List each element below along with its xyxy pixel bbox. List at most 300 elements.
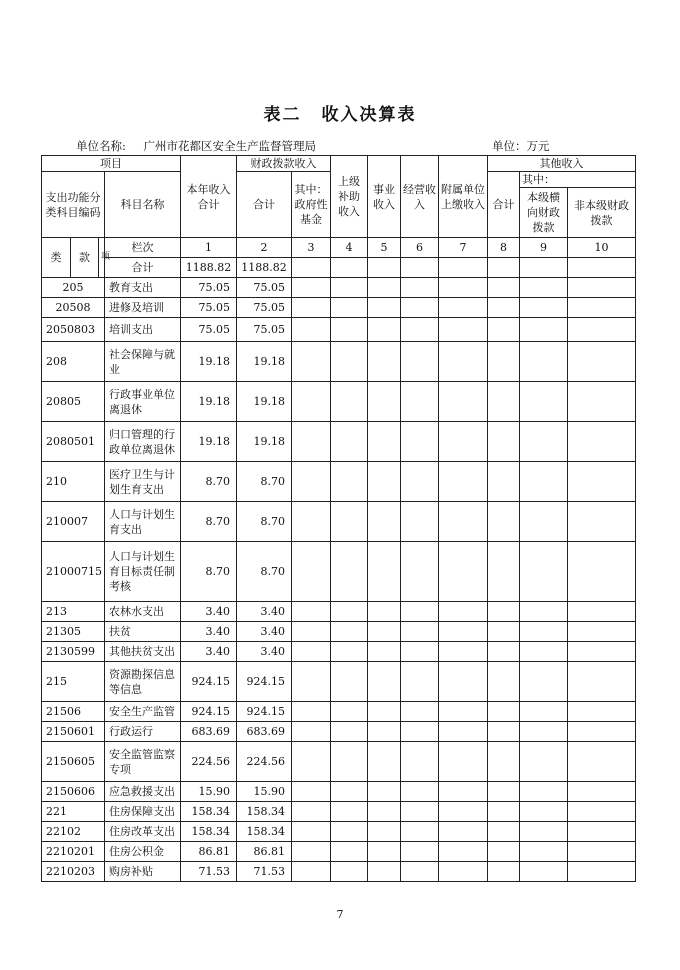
income-table (41, 155, 636, 882)
empty-cell (401, 382, 439, 422)
empty-cell (331, 462, 368, 502)
row-code: 208 (42, 342, 105, 382)
row-total: 75.05 (181, 278, 237, 298)
row-fiscal: 19.18 (237, 342, 292, 382)
grand-total-fiscal: 1188.82 (237, 258, 292, 278)
row-total: 924.15 (181, 702, 237, 722)
row-total: 19.18 (181, 422, 237, 462)
empty-cell (488, 462, 520, 502)
empty-cell (568, 342, 636, 382)
row-name: 扶贫 (105, 622, 181, 642)
empty-cell (568, 542, 636, 602)
row-code: 20508 (42, 298, 105, 318)
unit-name-line (76, 138, 316, 154)
page-title (0, 100, 680, 125)
empty-cell (439, 342, 488, 382)
table-row (42, 602, 636, 622)
row-code: 2050803 (42, 318, 105, 342)
empty-cell (488, 602, 520, 622)
table-row (42, 342, 636, 382)
row-total: 924.15 (181, 662, 237, 702)
col-num: 3 (292, 238, 331, 258)
empty-cell (368, 862, 401, 882)
unit-name-label: 单位名称: (76, 139, 126, 153)
empty-cell (568, 382, 636, 422)
empty-cell (488, 842, 520, 862)
row-total: 86.81 (181, 842, 237, 862)
header-fiscal-fund: 其中：政府性基金 (292, 172, 331, 238)
empty-cell (292, 662, 331, 702)
empty-cell (439, 278, 488, 298)
empty-cell (331, 542, 368, 602)
empty-cell (401, 722, 439, 742)
row-fiscal: 86.81 (237, 842, 292, 862)
empty-cell (401, 862, 439, 882)
row-fiscal: 8.70 (237, 542, 292, 602)
empty-cell (401, 278, 439, 298)
empty-cell (292, 422, 331, 462)
header-affiliate: 附属单位上缴收入 (439, 156, 488, 238)
empty-cell (568, 502, 636, 542)
header-same-level: 本级横向财政拨款 (520, 188, 568, 238)
row-name: 资源勘探信息等信息 (105, 662, 181, 702)
row-code: 20805 (42, 382, 105, 422)
header-total: 本年收入合计 (181, 156, 237, 238)
table-row (42, 862, 636, 882)
empty-cell (568, 842, 636, 862)
empty-cell (331, 842, 368, 862)
empty-cell (568, 662, 636, 702)
table-row (42, 822, 636, 842)
row-total: 75.05 (181, 318, 237, 342)
empty-cell (488, 742, 520, 782)
row-name: 人口与计划生育支出 (105, 502, 181, 542)
empty-cell (331, 782, 368, 802)
empty-cell (292, 742, 331, 782)
table-row (42, 702, 636, 722)
empty-cell (568, 822, 636, 842)
row-name: 培训支出 (105, 318, 181, 342)
row-fiscal: 71.53 (237, 862, 292, 882)
empty-cell (368, 702, 401, 722)
empty-cell (368, 298, 401, 318)
empty-cell (520, 722, 568, 742)
row-code: 215 (42, 662, 105, 702)
empty-cell (488, 722, 520, 742)
empty-cell (292, 278, 331, 298)
empty-cell (439, 382, 488, 422)
empty-cell (488, 298, 520, 318)
empty-cell (520, 822, 568, 842)
empty-cell (401, 782, 439, 802)
table-row (42, 742, 636, 782)
empty-cell (520, 502, 568, 542)
empty-cell (331, 502, 368, 542)
row-name: 进修及培训 (105, 298, 181, 318)
empty-cell (520, 278, 568, 298)
row-code: 21506 (42, 702, 105, 722)
empty-cell (520, 742, 568, 782)
col-num: 2 (237, 238, 292, 258)
header-xiang: 项 (99, 238, 105, 278)
empty-cell (568, 462, 636, 502)
row-total: 683.69 (181, 722, 237, 742)
empty-cell (331, 382, 368, 422)
empty-cell (368, 642, 401, 662)
empty-cell (368, 742, 401, 782)
title-prefix: 表二 (263, 105, 302, 125)
empty-cell (439, 542, 488, 602)
header-business: 经营收入 (401, 156, 439, 238)
empty-cell (401, 342, 439, 382)
empty-cell (368, 422, 401, 462)
empty-cell (401, 502, 439, 542)
grand-total-row (42, 258, 636, 278)
col-num: 8 (488, 238, 520, 258)
empty-cell (368, 318, 401, 342)
row-code: 2210201 (42, 842, 105, 862)
empty-cell (368, 542, 401, 602)
row-fiscal: 158.34 (237, 802, 292, 822)
row-fiscal: 75.05 (237, 298, 292, 318)
row-fiscal: 3.40 (237, 642, 292, 662)
empty-cell (568, 298, 636, 318)
empty-cell (488, 662, 520, 702)
row-total: 15.90 (181, 782, 237, 802)
empty-cell (439, 318, 488, 342)
row-total: 3.40 (181, 602, 237, 622)
empty-cell (520, 702, 568, 722)
row-total: 8.70 (181, 502, 237, 542)
empty-cell (331, 422, 368, 462)
empty-cell (568, 422, 636, 462)
empty-cell (568, 742, 636, 782)
empty-cell (331, 342, 368, 382)
empty-cell (292, 298, 331, 318)
empty-cell (292, 702, 331, 722)
table-row (42, 422, 636, 462)
empty-cell (439, 462, 488, 502)
empty-cell (292, 342, 331, 382)
empty-cell (368, 782, 401, 802)
empty-cell (368, 382, 401, 422)
table-row (42, 622, 636, 642)
table-row (42, 318, 636, 342)
col-num: 5 (368, 238, 401, 258)
col-num: 6 (401, 238, 439, 258)
col-num: 10 (568, 238, 636, 258)
empty-cell (331, 822, 368, 842)
empty-cell (520, 622, 568, 642)
empty-cell (439, 662, 488, 702)
col-num: 1 (181, 238, 237, 258)
empty-cell (439, 782, 488, 802)
header-upper-subsidy: 上级补助收入 (331, 156, 368, 238)
empty-cell (401, 822, 439, 842)
empty-cell (368, 622, 401, 642)
empty-cell (488, 822, 520, 842)
row-name: 教育支出 (105, 278, 181, 298)
table-row (42, 382, 636, 422)
empty-cell (401, 702, 439, 722)
empty-cell (292, 822, 331, 842)
empty-cell (401, 642, 439, 662)
grand-total-label: 合计 (105, 258, 181, 278)
row-code: 21000715 (42, 542, 105, 602)
empty-cell (439, 742, 488, 782)
row-total: 158.34 (181, 802, 237, 822)
empty-cell (568, 602, 636, 622)
empty-cell (368, 602, 401, 622)
row-name: 购房补贴 (105, 862, 181, 882)
empty-cell (401, 422, 439, 462)
empty-cell (520, 422, 568, 462)
row-code: 2210203 (42, 862, 105, 882)
empty-cell (368, 342, 401, 382)
unit-name-value: 广州市花都区安全生产监督管理局 (143, 139, 317, 153)
table-row (42, 642, 636, 662)
empty-cell (488, 278, 520, 298)
empty-cell (520, 782, 568, 802)
table-row (42, 802, 636, 822)
row-fiscal: 683.69 (237, 722, 292, 742)
row-name: 行政运行 (105, 722, 181, 742)
empty-cell (331, 802, 368, 822)
row-name: 社会保障与就业 (105, 342, 181, 382)
table-row (42, 278, 636, 298)
empty-cell (488, 422, 520, 462)
row-fiscal: 3.40 (237, 622, 292, 642)
row-fiscal: 924.15 (237, 702, 292, 722)
table-row (42, 722, 636, 742)
empty-cell (568, 318, 636, 342)
row-total: 71.53 (181, 862, 237, 882)
empty-cell (331, 742, 368, 782)
row-code: 213 (42, 602, 105, 622)
empty-cell (488, 862, 520, 882)
row-code: 2150601 (42, 722, 105, 742)
empty-cell (331, 662, 368, 702)
page-number: 7 (336, 908, 344, 921)
empty-cell (520, 842, 568, 862)
empty-cell (520, 602, 568, 622)
empty-cell (439, 722, 488, 742)
row-code: 21305 (42, 622, 105, 642)
row-name: 医疗卫生与计划生育支出 (105, 462, 181, 502)
col-num: 7 (439, 238, 488, 258)
table-row (42, 662, 636, 702)
empty-cell (488, 342, 520, 382)
row-name: 应急救援支出 (105, 782, 181, 802)
row-total: 19.18 (181, 342, 237, 382)
row-name: 其他扶贫支出 (105, 642, 181, 662)
empty-cell (568, 702, 636, 722)
empty-cell (292, 782, 331, 802)
empty-cell (401, 802, 439, 822)
empty-cell (368, 278, 401, 298)
header-lei: 类 (42, 238, 71, 278)
row-total: 3.40 (181, 642, 237, 662)
header-fiscal-sum: 合计 (237, 172, 292, 238)
empty-cell (568, 782, 636, 802)
empty-cell (520, 862, 568, 882)
empty-cell (488, 702, 520, 722)
table-row (42, 842, 636, 862)
empty-cell (488, 622, 520, 642)
row-code: 22102 (42, 822, 105, 842)
grand-total-value: 1188.82 (181, 258, 237, 278)
empty-cell (520, 298, 568, 318)
empty-cell (488, 802, 520, 822)
empty-cell (439, 298, 488, 318)
empty-cell (439, 422, 488, 462)
unit-label: 单位：万元 (492, 139, 550, 153)
empty-cell (331, 722, 368, 742)
empty-cell (401, 842, 439, 862)
empty-cell (292, 622, 331, 642)
empty-cell (401, 742, 439, 782)
empty-cell (331, 602, 368, 622)
row-total: 8.70 (181, 462, 237, 502)
empty-cell (488, 782, 520, 802)
row-name: 行政事业单位离退休 (105, 382, 181, 422)
row-name: 安全监管监察专项 (105, 742, 181, 782)
empty-cell (292, 382, 331, 422)
empty-cell (368, 842, 401, 862)
empty-cell (292, 502, 331, 542)
row-fiscal: 224.56 (237, 742, 292, 782)
empty-cell (439, 822, 488, 842)
row-name: 住房公积金 (105, 842, 181, 862)
empty-cell (439, 642, 488, 662)
row-fiscal: 8.70 (237, 462, 292, 502)
empty-cell (520, 642, 568, 662)
empty-cell (292, 842, 331, 862)
empty-cell (368, 502, 401, 542)
empty-cell (292, 802, 331, 822)
empty-cell (439, 702, 488, 722)
row-code: 210 (42, 462, 105, 502)
empty-cell (401, 602, 439, 622)
row-name: 归口管理的行政单位离退休 (105, 422, 181, 462)
empty-cell (568, 278, 636, 298)
row-fiscal: 19.18 (237, 382, 292, 422)
empty-cell (368, 802, 401, 822)
table-row (42, 542, 636, 602)
row-name: 住房保障支出 (105, 802, 181, 822)
row-fiscal: 75.05 (237, 278, 292, 298)
empty-cell (331, 298, 368, 318)
title-main: 收入决算表 (321, 105, 417, 125)
empty-cell (331, 622, 368, 642)
table-row (42, 298, 636, 318)
empty-cell (368, 662, 401, 702)
empty-cell (292, 462, 331, 502)
empty-cell (568, 862, 636, 882)
header-lanci: 栏次 (105, 238, 181, 258)
empty-cell (401, 662, 439, 702)
empty-cell (331, 318, 368, 342)
empty-cell (520, 662, 568, 702)
col-num: 4 (331, 238, 368, 258)
empty-cell (439, 802, 488, 822)
table-row (42, 462, 636, 502)
header-fiscal-group: 财政拨款收入 (237, 156, 331, 172)
header-non-same-level: 非本级财政拨款 (568, 188, 636, 238)
header-career: 事业收入 (368, 156, 401, 238)
row-total: 75.05 (181, 298, 237, 318)
row-name: 人口与计划生育目标责任制考核 (105, 542, 181, 602)
empty-cell (439, 602, 488, 622)
row-fiscal: 15.90 (237, 782, 292, 802)
row-code: 210007 (42, 502, 105, 542)
row-code: 2150606 (42, 782, 105, 802)
empty-cell (439, 842, 488, 862)
row-total: 224.56 (181, 742, 237, 782)
header-kuan: 款 (71, 238, 99, 278)
empty-cell (568, 622, 636, 642)
row-code: 2130599 (42, 642, 105, 662)
row-code: 2080501 (42, 422, 105, 462)
empty-cell (439, 862, 488, 882)
row-fiscal: 158.34 (237, 822, 292, 842)
empty-cell (520, 802, 568, 822)
row-fiscal: 75.05 (237, 318, 292, 342)
empty-cell (401, 462, 439, 502)
empty-cell (368, 722, 401, 742)
col-num: 9 (520, 238, 568, 258)
empty-cell (568, 802, 636, 822)
header-name: 科目名称 (105, 172, 181, 238)
empty-cell (331, 702, 368, 722)
row-name: 住房改革支出 (105, 822, 181, 842)
empty-cell (488, 318, 520, 342)
row-fiscal: 8.70 (237, 502, 292, 542)
empty-cell (292, 602, 331, 622)
header-item: 项目 (42, 156, 181, 172)
empty-cell (292, 722, 331, 742)
header-among: 其中： (520, 172, 636, 188)
empty-cell (401, 318, 439, 342)
empty-cell (520, 462, 568, 502)
empty-cell (520, 318, 568, 342)
empty-cell (401, 542, 439, 602)
empty-cell (331, 862, 368, 882)
empty-cell (520, 542, 568, 602)
empty-cell (401, 298, 439, 318)
header-code: 支出功能分类科目编码 (42, 172, 105, 238)
row-code: 2150605 (42, 742, 105, 782)
empty-cell (292, 642, 331, 662)
empty-cell (568, 722, 636, 742)
header-other-group: 其他收入 (488, 156, 636, 172)
empty-cell (520, 382, 568, 422)
table-row (42, 782, 636, 802)
row-fiscal: 924.15 (237, 662, 292, 702)
empty-cell (488, 542, 520, 602)
empty-cell (401, 622, 439, 642)
empty-cell (368, 822, 401, 842)
row-name: 安全生产监管 (105, 702, 181, 722)
row-code: 221 (42, 802, 105, 822)
empty-cell (439, 502, 488, 542)
empty-cell (568, 642, 636, 662)
empty-cell (331, 642, 368, 662)
empty-cell (439, 622, 488, 642)
row-fiscal: 19.18 (237, 422, 292, 462)
row-total: 19.18 (181, 382, 237, 422)
empty-cell (331, 278, 368, 298)
